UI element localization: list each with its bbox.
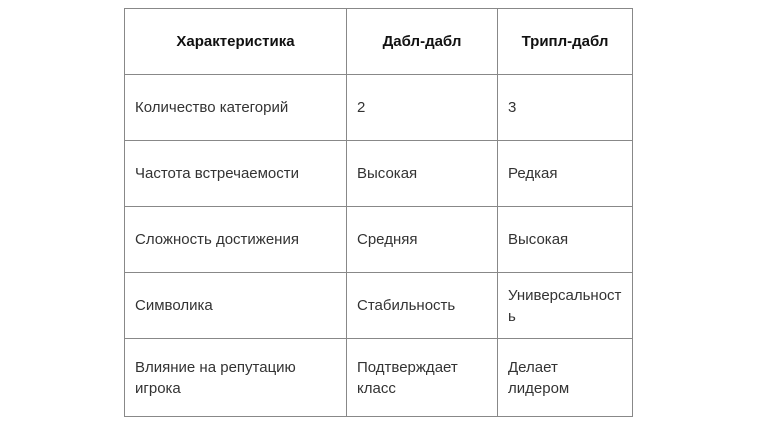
cell-triple-value: Редкая — [498, 141, 633, 207]
table-header-row — [125, 9, 633, 75]
cell-double-value: Высокая — [347, 141, 498, 207]
cell-feature: Сложность достижения — [125, 207, 347, 273]
cell-triple-value: Универсальность — [498, 273, 633, 339]
header-cell-characteristic: Характеристика — [125, 9, 347, 75]
comparison-table — [124, 8, 633, 417]
cell-triple-value: Делает лидером — [498, 339, 633, 417]
cell-triple-value: Высокая — [498, 207, 633, 273]
cell-feature: Количество категорий — [125, 75, 347, 141]
cell-double-value: Подтверждает класс — [347, 339, 498, 417]
comparison-table-container — [124, 8, 633, 417]
header-cell-double-double: Дабл-дабл — [347, 9, 498, 75]
table-row — [125, 339, 633, 417]
table-row — [125, 207, 633, 273]
cell-double-value: Стабильность — [347, 273, 498, 339]
table-row — [125, 141, 633, 207]
table-row — [125, 273, 633, 339]
cell-triple-value: 3 — [498, 75, 633, 141]
cell-feature: Частота встречаемости — [125, 141, 347, 207]
table-row — [125, 75, 633, 141]
cell-feature: Символика — [125, 273, 347, 339]
cell-double-value: 2 — [347, 75, 498, 141]
cell-feature: Влияние на репутацию игрока — [125, 339, 347, 417]
header-cell-triple-double: Трипл-дабл — [498, 9, 633, 75]
cell-double-value: Средняя — [347, 207, 498, 273]
